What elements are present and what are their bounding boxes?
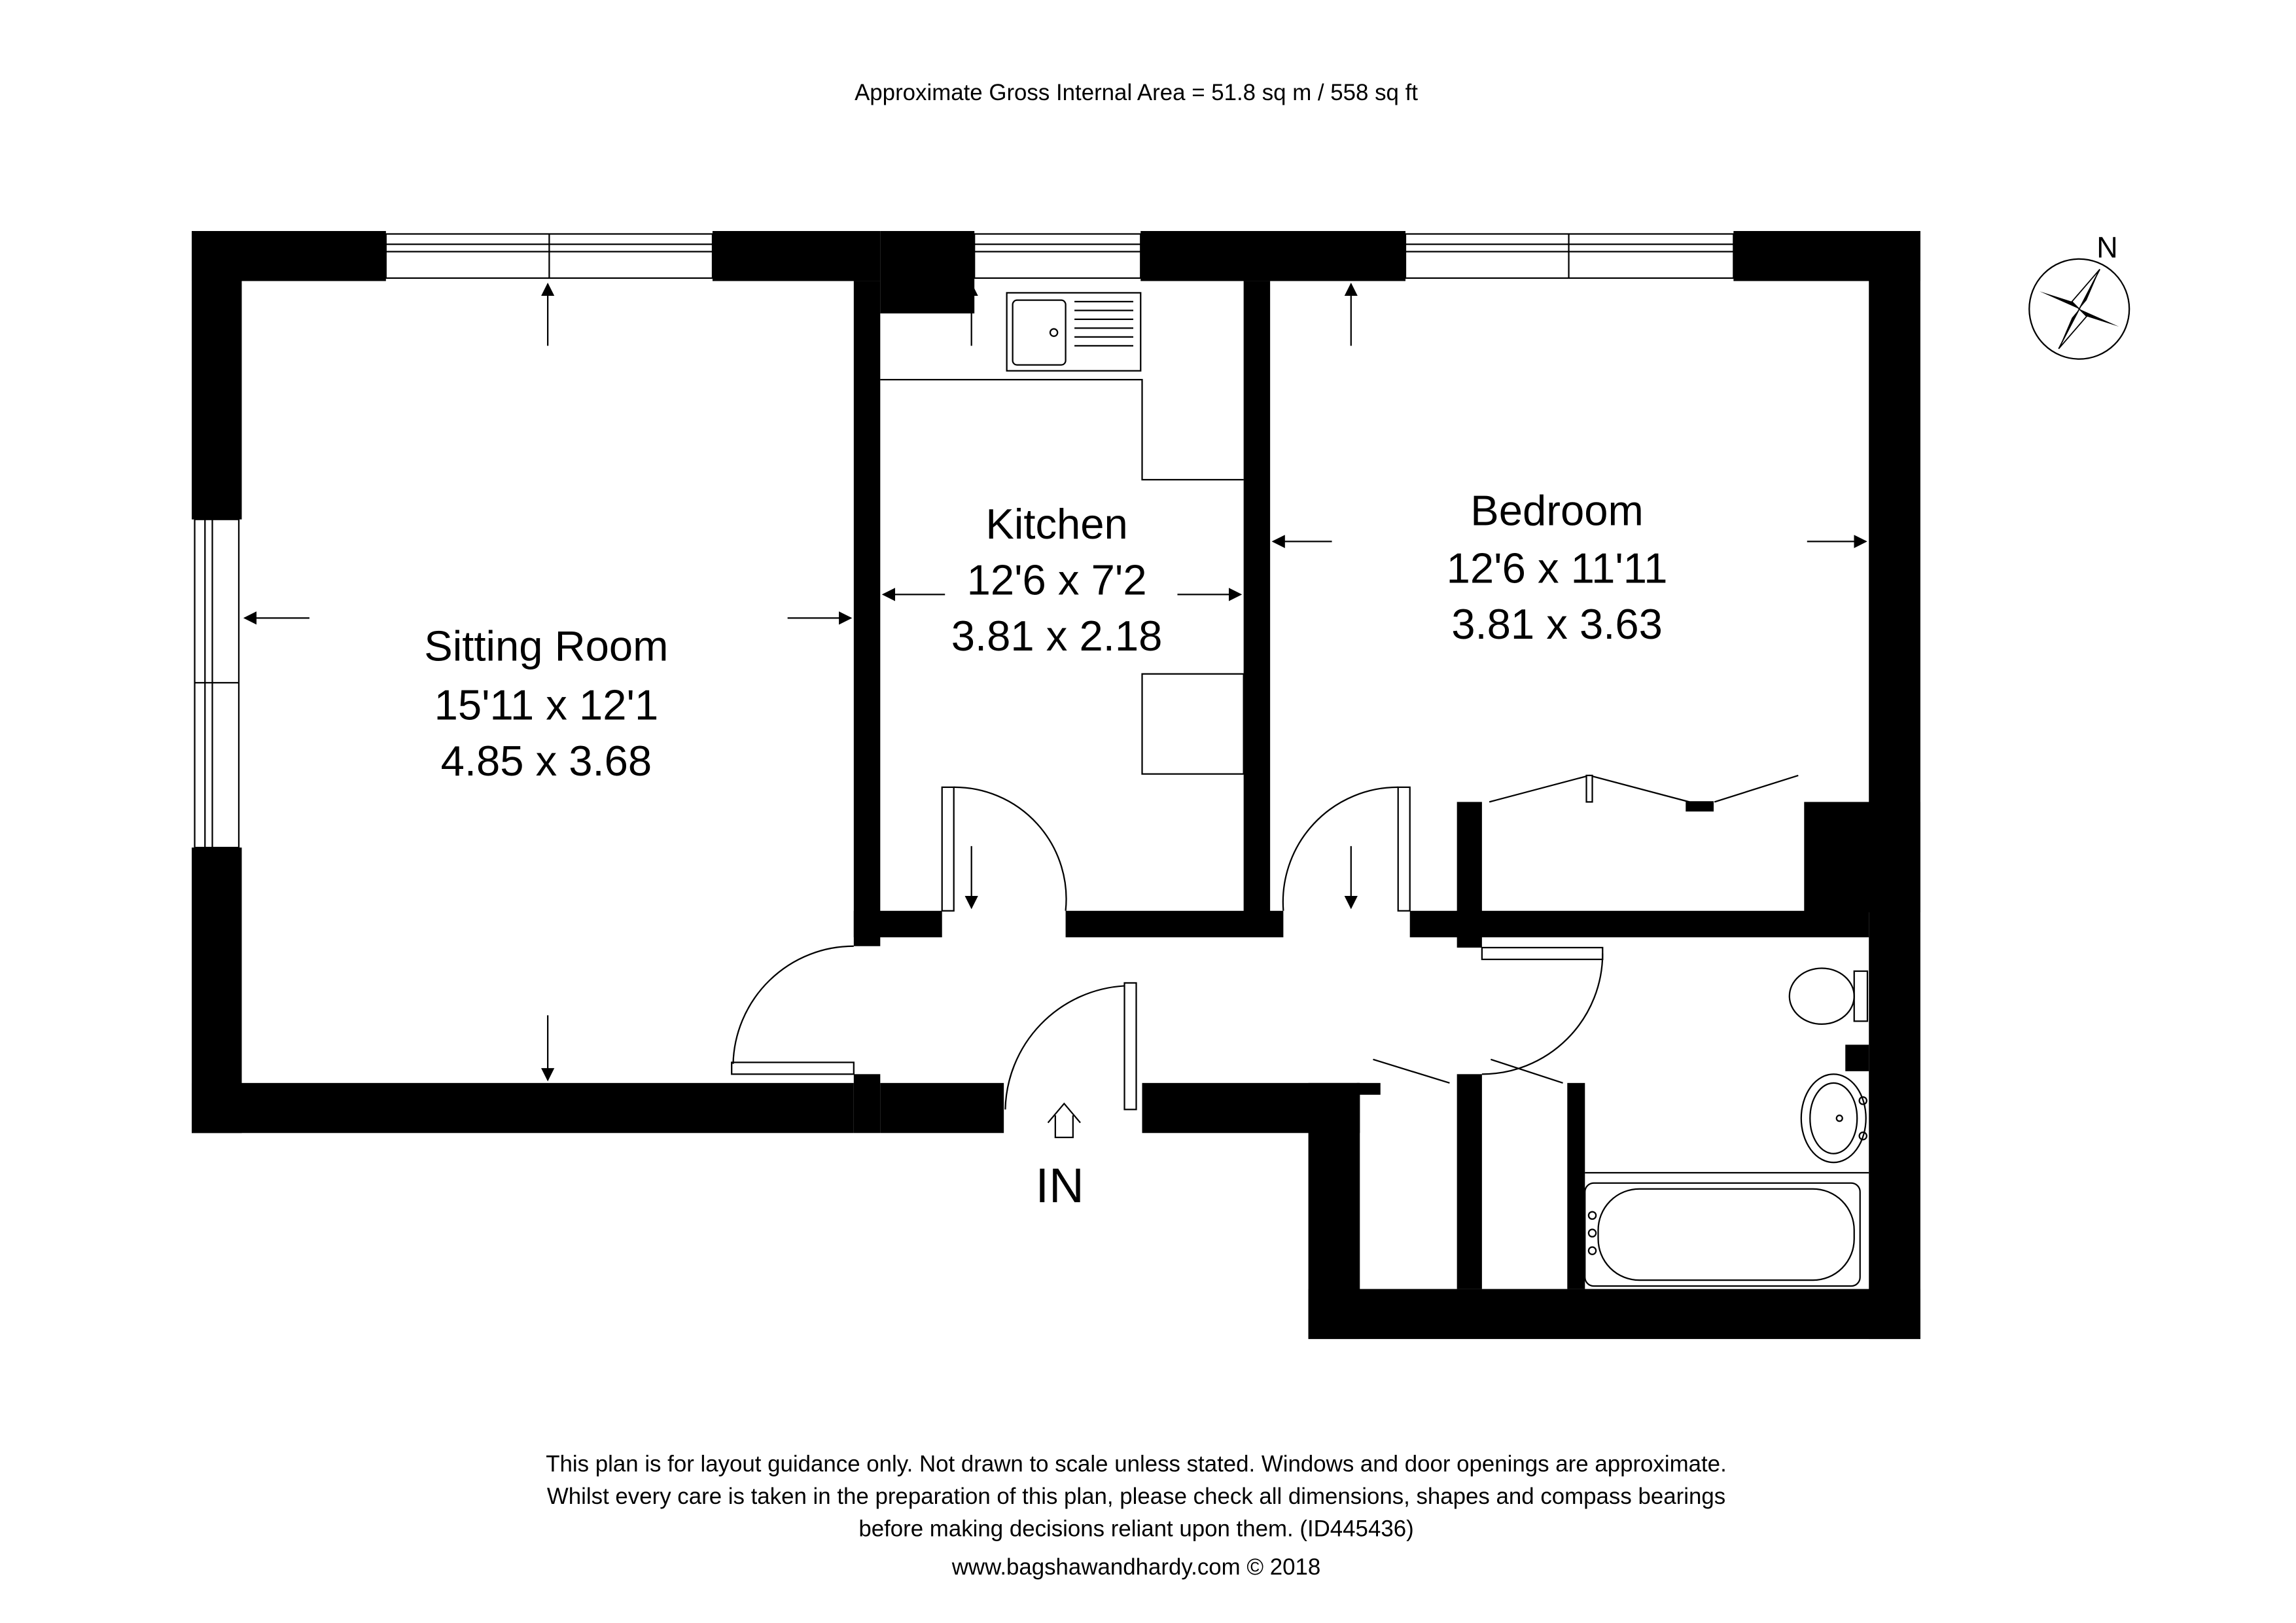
disclaimer-line-1: This plan is for layout guidance only. Not drawn to scale unless stated. Windows and door openings are approximate. — [546, 1451, 1727, 1477]
entrance — [1036, 1103, 1084, 1213]
entrance-label: IN — [1035, 1158, 1084, 1213]
website-line — [951, 1554, 1321, 1580]
bathtub-icon — [1585, 1183, 1860, 1286]
entrance-arrow-icon — [1048, 1103, 1080, 1137]
room-size-imperial: 12'6 x 11'11 — [1446, 544, 1668, 592]
room-size-metric: 3.81 x 2.18 — [951, 611, 1163, 660]
compass-rose-icon — [2029, 230, 2129, 359]
disclaimer — [546, 1451, 1727, 1579]
room-name: Kitchen — [985, 499, 1128, 548]
room-size-imperial: 15'11 x 12'1 — [434, 681, 659, 729]
disclaimer-line-3: before making decisions reliant upon them. (ID445436) — [858, 1516, 1414, 1542]
room-size-metric: 4.85 x 3.68 — [440, 736, 652, 785]
toilet-icon — [1790, 968, 1867, 1024]
room-size-imperial: 12'6 x 7'2 — [966, 556, 1147, 604]
basin-icon — [1801, 1074, 1867, 1162]
windows — [195, 234, 1734, 847]
area-header: Approximate Gross Internal Area = 51.8 sq m / 558 sq ft — [855, 79, 1418, 105]
sink-icon — [1007, 293, 1141, 370]
copyright: © 2018 — [1246, 1554, 1321, 1580]
compass-north-label: N — [2096, 230, 2118, 264]
room-sitting-label — [424, 622, 668, 785]
room-size-metric: 3.81 x 3.63 — [1451, 599, 1663, 648]
room-kitchen-label — [951, 500, 1163, 660]
room-bedroom-label — [1447, 487, 1668, 648]
disclaimer-line-2: Whilst every care is taken in the preparation of this plan, please check all dimensions, shapes and compass bearings — [546, 1483, 1726, 1509]
room-name: Sitting Room — [424, 622, 669, 670]
room-name: Bedroom — [1470, 486, 1644, 535]
bathroom-fittings — [1585, 968, 1869, 1286]
website-link[interactable]: www.bagshawandhardy.com — [951, 1554, 1241, 1580]
